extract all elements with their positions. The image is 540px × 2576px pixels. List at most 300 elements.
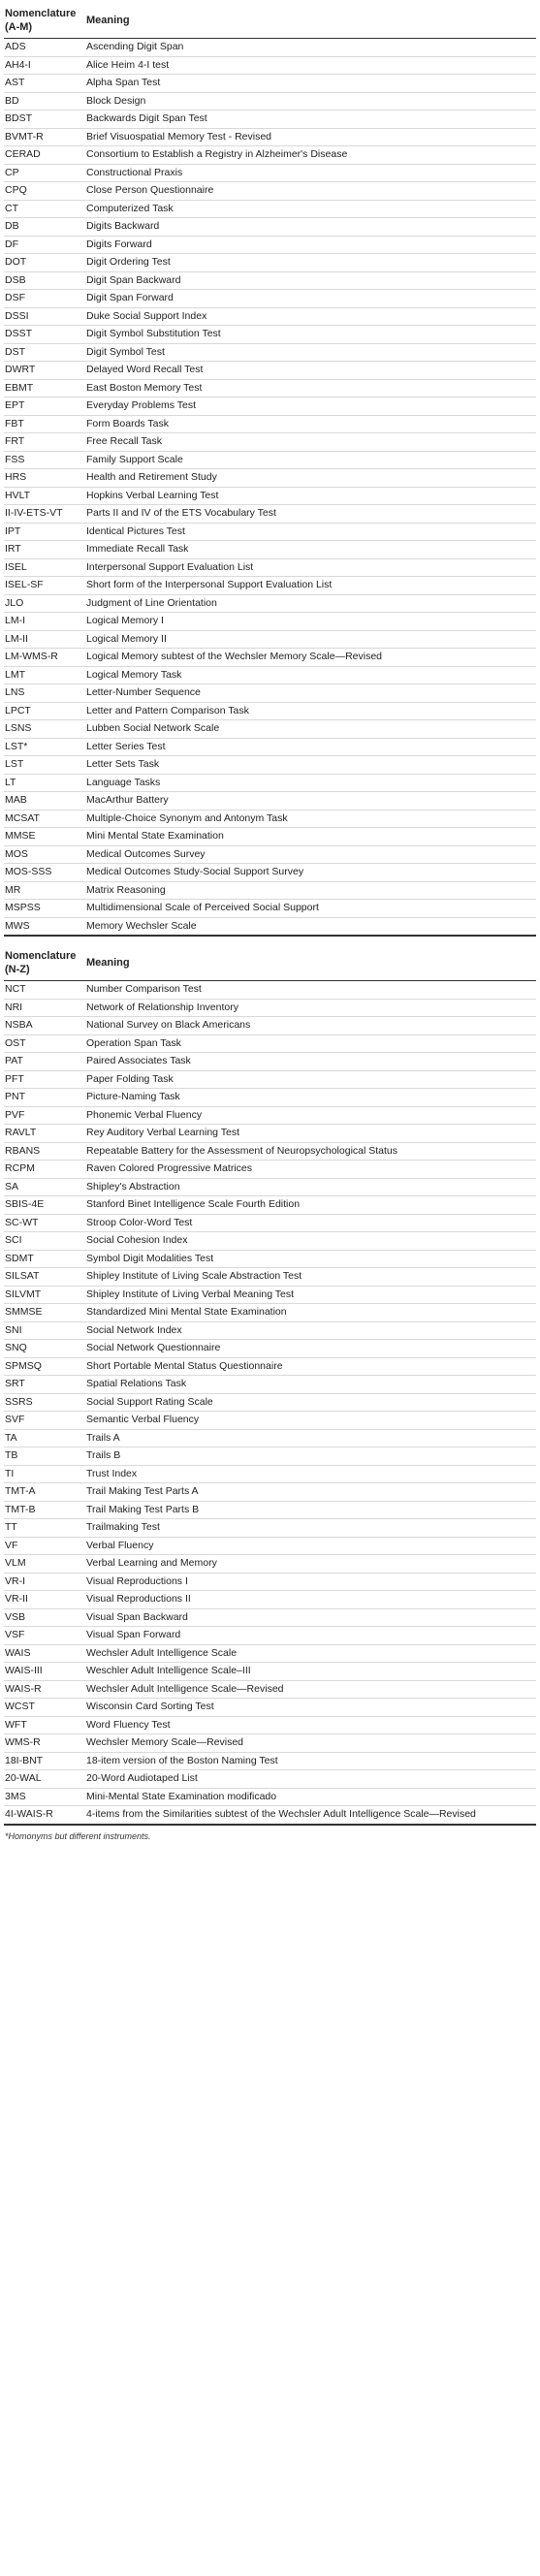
meaning-cell: Wechsler Memory Scale—Revised <box>85 1734 536 1753</box>
table-row <box>4 1591 536 1609</box>
abbreviation-cell: CP <box>4 164 85 182</box>
table-row <box>4 1214 536 1232</box>
table-row <box>4 1161 536 1179</box>
meaning-cell: Social Cohesion Index <box>85 1232 536 1251</box>
meaning-cell: Delayed Word Recall Test <box>85 362 536 380</box>
meaning-cell: Digit Span Forward <box>85 290 536 308</box>
meaning-cell: Trailmaking Test <box>85 1519 536 1538</box>
abbreviation-cell: WAIS-R <box>4 1680 85 1699</box>
table-row <box>4 469 536 488</box>
meaning-cell: Trail Making Test Parts B <box>85 1501 536 1519</box>
table-row <box>4 307 536 326</box>
table-row <box>4 236 536 254</box>
meaning-cell: Letter Sets Task <box>85 756 536 775</box>
meaning-cell: Letter and Pattern Comparison Task <box>85 702 536 720</box>
nomenclature-table <box>4 8 536 1826</box>
table-row <box>4 666 536 684</box>
abbreviation-cell: BD <box>4 92 85 111</box>
meaning-cell: Computerized Task <box>85 200 536 218</box>
meaning-cell: Trust Index <box>85 1465 536 1483</box>
table-row <box>4 649 536 667</box>
meaning-cell: Digit Symbol Substitution Test <box>85 326 536 344</box>
meaning-cell: Trails A <box>85 1429 536 1447</box>
meaning-cell: Symbol Digit Modalities Test <box>85 1250 536 1268</box>
table-row <box>4 182 536 201</box>
abbreviation-cell: TI <box>4 1465 85 1483</box>
meaning-cell: Picture-Naming Task <box>85 1089 536 1107</box>
table-row <box>4 1537 536 1555</box>
table-row <box>4 146 536 165</box>
abbreviation-cell: SA <box>4 1178 85 1196</box>
abbreviation-cell: LM-I <box>4 613 85 631</box>
meaning-cell: Verbal Fluency <box>85 1537 536 1555</box>
table-row <box>4 75 536 93</box>
meaning-cell: Matrix Reasoning <box>85 881 536 900</box>
meaning-cell: Rey Auditory Verbal Learning Test <box>85 1125 536 1143</box>
abbreviation-cell: IPT <box>4 523 85 541</box>
meaning-cell: 4-items from the Similarities subtest of the Wechsler Adult Intelligence Scale—Revised <box>85 1806 536 1825</box>
abbreviation-cell: PFT <box>4 1070 85 1089</box>
table-row <box>4 864 536 882</box>
meaning-cell: Number Comparison Test <box>85 981 536 1000</box>
abbreviation-cell: MAB <box>4 792 85 811</box>
table-row <box>4 1608 536 1627</box>
abbreviation-cell: LST* <box>4 738 85 756</box>
table-row <box>4 1321 536 1340</box>
section-a-m-body <box>4 39 536 937</box>
meaning-cell: Stanford Binet Intelligence Scale Fourth Edition <box>85 1196 536 1215</box>
abbreviation-cell: MSPSS <box>4 900 85 918</box>
table-row <box>4 1752 536 1770</box>
meaning-cell: Block Design <box>85 92 536 111</box>
table-row <box>4 684 536 703</box>
table-row <box>4 1806 536 1825</box>
abbreviation-cell: 18I-BNT <box>4 1752 85 1770</box>
abbreviation-cell: ISEL <box>4 558 85 577</box>
abbreviation-cell: TMT-B <box>4 1501 85 1519</box>
meaning-cell: Shipley's Abstraction <box>85 1178 536 1196</box>
meaning-cell: Weschler Adult Intelligence Scale–III <box>85 1663 536 1681</box>
abbreviation-cell: SVF <box>4 1412 85 1430</box>
table-row <box>4 200 536 218</box>
table-row <box>4 881 536 900</box>
table-row <box>4 1304 536 1322</box>
abbreviation-cell: SNI <box>4 1321 85 1340</box>
table-row <box>4 1519 536 1538</box>
table-row <box>4 451 536 469</box>
meaning-cell: Standardized Mini Mental State Examination <box>85 1304 536 1322</box>
meaning-cell: Free Recall Task <box>85 433 536 452</box>
abbreviation-cell: MR <box>4 881 85 900</box>
abbreviation-cell: AST <box>4 75 85 93</box>
table-row <box>4 981 536 1000</box>
abbreviation-cell: WAIS-III <box>4 1663 85 1681</box>
meaning-cell: Language Tasks <box>85 774 536 792</box>
table-row <box>4 999 536 1017</box>
meaning-cell: Wisconsin Card Sorting Test <box>85 1699 536 1717</box>
meaning-cell: Word Fluency Test <box>85 1716 536 1734</box>
abbreviation-cell: LST <box>4 756 85 775</box>
table-row <box>4 1573 536 1591</box>
abbreviation-cell: VR-I <box>4 1573 85 1591</box>
abbreviation-cell: PVF <box>4 1106 85 1125</box>
table-row <box>4 379 536 398</box>
table-row <box>4 290 536 308</box>
meaning-cell: Logical Memory Task <box>85 666 536 684</box>
table-row <box>4 1716 536 1734</box>
table-row <box>4 1483 536 1502</box>
table-row <box>4 702 536 720</box>
abbreviation-cell: BDST <box>4 111 85 129</box>
table-row <box>4 1447 536 1466</box>
table-row <box>4 1142 536 1161</box>
meaning-cell: Alice Heim 4-I test <box>85 56 536 75</box>
header-row-n-z <box>4 936 536 981</box>
table-row <box>4 128 536 146</box>
table-row <box>4 164 536 182</box>
table-row <box>4 845 536 864</box>
meaning-cell: Digits Backward <box>85 218 536 237</box>
meaning-cell: Letter-Number Sequence <box>85 684 536 703</box>
table-row <box>4 56 536 75</box>
abbreviation-cell: EBMT <box>4 379 85 398</box>
abbreviation-cell: VF <box>4 1537 85 1555</box>
table-row <box>4 39 536 57</box>
table-row <box>4 630 536 649</box>
table-row <box>4 1268 536 1287</box>
abbreviation-cell: RAVLT <box>4 1125 85 1143</box>
abbreviation-cell: SPMSQ <box>4 1357 85 1376</box>
abbreviation-cell: FRT <box>4 433 85 452</box>
table-row <box>4 1340 536 1358</box>
meaning-cell: Shipley Institute of Living Verbal Meaning Test <box>85 1286 536 1304</box>
table-row <box>4 271 536 290</box>
table-row <box>4 1734 536 1753</box>
section-n-z-body <box>4 981 536 1825</box>
meaning-cell: Repeatable Battery for the Assessment of Neuropsychological Status <box>85 1142 536 1161</box>
abbreviation-cell: RBANS <box>4 1142 85 1161</box>
meaning-cell: Logical Memory I <box>85 613 536 631</box>
table-row <box>4 505 536 524</box>
abbreviation-cell: LNS <box>4 684 85 703</box>
abbreviation-cell: VSB <box>4 1608 85 1627</box>
table-row <box>4 1663 536 1681</box>
meaning-cell: Multiple-Choice Synonym and Antonym Task <box>85 810 536 828</box>
meaning-cell: Visual Reproductions I <box>85 1573 536 1591</box>
meaning-cell: Trails B <box>85 1447 536 1466</box>
meaning-cell: Family Support Scale <box>85 451 536 469</box>
meaning-cell: Operation Span Task <box>85 1034 536 1053</box>
meaning-cell: Constructional Praxis <box>85 164 536 182</box>
table-row <box>4 594 536 613</box>
table-row <box>4 415 536 433</box>
abbreviation-cell: DSST <box>4 326 85 344</box>
meaning-cell: Letter Series Test <box>85 738 536 756</box>
table-row <box>4 487 536 505</box>
meaning-cell: Social Network Index <box>85 1321 536 1340</box>
meaning-cell: Social Support Rating Scale <box>85 1393 536 1412</box>
table-row <box>4 738 536 756</box>
meaning-cell: Duke Social Support Index <box>85 307 536 326</box>
abbreviation-cell: TA <box>4 1429 85 1447</box>
abbreviation-cell: HVLT <box>4 487 85 505</box>
abbreviation-cell: WFT <box>4 1716 85 1734</box>
abbreviation-cell: ADS <box>4 39 85 57</box>
meaning-cell: Parts II and IV of the ETS Vocabulary Test <box>85 505 536 524</box>
table-row <box>4 1644 536 1663</box>
abbreviation-cell: WMS-R <box>4 1734 85 1753</box>
table-row <box>4 1501 536 1519</box>
abbreviation-cell: DST <box>4 343 85 362</box>
meaning-cell: Semantic Verbal Fluency <box>85 1412 536 1430</box>
table-row <box>4 917 536 936</box>
abbreviation-cell: WCST <box>4 1699 85 1717</box>
meaning-cell: Stroop Color-Word Test <box>85 1214 536 1232</box>
abbreviation-cell: 4I-WAIS-R <box>4 1806 85 1825</box>
abbreviation-cell: NSBA <box>4 1017 85 1035</box>
abbreviation-cell: MOS <box>4 845 85 864</box>
abbreviation-cell: CT <box>4 200 85 218</box>
table-row <box>4 1250 536 1268</box>
meaning-cell: Lubben Social Network Scale <box>85 720 536 739</box>
table-row <box>4 1034 536 1053</box>
table-row <box>4 1053 536 1071</box>
meaning-cell: Backwards Digit Span Test <box>85 111 536 129</box>
abbreviation-cell: 3MS <box>4 1788 85 1806</box>
meaning-cell: Digits Forward <box>85 236 536 254</box>
meaning-cell: Paper Folding Task <box>85 1070 536 1089</box>
abbreviation-cell: TT <box>4 1519 85 1538</box>
abbreviation-cell: WAIS <box>4 1644 85 1663</box>
meaning-cell: Paired Associates Task <box>85 1053 536 1071</box>
abbreviation-cell: SRT <box>4 1376 85 1394</box>
meaning-cell: Hopkins Verbal Learning Test <box>85 487 536 505</box>
header-abbreviation-n-z: Nomenclature (N-Z) <box>4 936 85 981</box>
header-abbreviation-a-m: Nomenclature (A-M) <box>4 8 85 39</box>
abbreviation-cell: MOS-SSS <box>4 864 85 882</box>
meaning-cell: Mini-Mental State Examination modificado <box>85 1788 536 1806</box>
meaning-cell: Verbal Learning and Memory <box>85 1555 536 1574</box>
abbreviation-cell: DSF <box>4 290 85 308</box>
abbreviation-cell: NCT <box>4 981 85 1000</box>
abbreviation-cell: OST <box>4 1034 85 1053</box>
abbreviation-cell: DF <box>4 236 85 254</box>
table-row <box>4 613 536 631</box>
table-row <box>4 1412 536 1430</box>
table-row <box>4 1232 536 1251</box>
abbreviation-cell: NRI <box>4 999 85 1017</box>
abbreviation-cell: SBIS-4E <box>4 1196 85 1215</box>
abbreviation-cell: DWRT <box>4 362 85 380</box>
header-row-a-m <box>4 8 536 39</box>
meaning-cell: National Survey on Black Americans <box>85 1017 536 1035</box>
table-row <box>4 1680 536 1699</box>
table-row <box>4 523 536 541</box>
table-row <box>4 398 536 416</box>
abbreviation-cell: SILVMT <box>4 1286 85 1304</box>
meaning-cell: Trail Making Test Parts A <box>85 1483 536 1502</box>
meaning-cell: Short form of the Interpersonal Support Evaluation List <box>85 577 536 595</box>
meaning-cell: Spatial Relations Task <box>85 1376 536 1394</box>
abbreviation-cell: MWS <box>4 917 85 936</box>
table-row <box>4 218 536 237</box>
table-row <box>4 1089 536 1107</box>
abbreviation-cell: SCI <box>4 1232 85 1251</box>
meaning-cell: East Boston Memory Test <box>85 379 536 398</box>
abbreviation-cell: MCSAT <box>4 810 85 828</box>
abbreviation-cell: II-IV-ETS-VT <box>4 505 85 524</box>
table-row <box>4 558 536 577</box>
table-row <box>4 792 536 811</box>
abbreviation-cell: BVMT-R <box>4 128 85 146</box>
table-row <box>4 1429 536 1447</box>
abbreviation-cell: SSRS <box>4 1393 85 1412</box>
abbreviation-cell: AH4-I <box>4 56 85 75</box>
abbreviation-cell: PNT <box>4 1089 85 1107</box>
meaning-cell: Digit Symbol Test <box>85 343 536 362</box>
abbreviation-cell: LPCT <box>4 702 85 720</box>
meaning-cell: MacArthur Battery <box>85 792 536 811</box>
meaning-cell: Wechsler Adult Intelligence Scale—Revised <box>85 1680 536 1699</box>
table-row <box>4 1125 536 1143</box>
abbreviation-cell: LM-WMS-R <box>4 649 85 667</box>
meaning-cell: Judgment of Line Orientation <box>85 594 536 613</box>
abbreviation-cell: HRS <box>4 469 85 488</box>
table-row <box>4 1376 536 1394</box>
meaning-cell: Immediate Recall Task <box>85 541 536 559</box>
meaning-cell: Brief Visuospatial Memory Test - Revised <box>85 128 536 146</box>
table-row <box>4 1393 536 1412</box>
abbreviation-cell: TB <box>4 1447 85 1466</box>
abbreviation-cell: RCPM <box>4 1161 85 1179</box>
meaning-cell: Form Boards Task <box>85 415 536 433</box>
abbreviation-cell: DSSI <box>4 307 85 326</box>
abbreviation-cell: SDMT <box>4 1250 85 1268</box>
abbreviation-cell: DSB <box>4 271 85 290</box>
abbreviation-cell: LSNS <box>4 720 85 739</box>
table-row <box>4 1286 536 1304</box>
table-row <box>4 1770 536 1789</box>
table-row <box>4 1196 536 1215</box>
table-row <box>4 1555 536 1574</box>
abbreviation-cell: SILSAT <box>4 1268 85 1287</box>
table-row <box>4 433 536 452</box>
meaning-cell: Network of Relationship Inventory <box>85 999 536 1017</box>
meaning-cell: Raven Colored Progressive Matrices <box>85 1161 536 1179</box>
meaning-cell: Visual Span Forward <box>85 1627 536 1645</box>
meaning-cell: Shipley Institute of Living Scale Abstraction Test <box>85 1268 536 1287</box>
table-row <box>4 1357 536 1376</box>
abbreviation-cell: IRT <box>4 541 85 559</box>
abbreviation-cell: SMMSE <box>4 1304 85 1322</box>
meaning-cell: Digit Ordering Test <box>85 254 536 272</box>
table-row <box>4 810 536 828</box>
meaning-cell: 18-item version of the Boston Naming Test <box>85 1752 536 1770</box>
meaning-cell: Memory Wechsler Scale <box>85 917 536 936</box>
table-row <box>4 111 536 129</box>
meaning-cell: Digit Span Backward <box>85 271 536 290</box>
meaning-cell: 20-Word Audiotaped List <box>85 1770 536 1789</box>
meaning-cell: Interpersonal Support Evaluation List <box>85 558 536 577</box>
table-footnote: *Homonyms but different instruments. <box>5 1830 151 1841</box>
abbreviation-cell: MMSE <box>4 828 85 846</box>
meaning-cell: Logical Memory II <box>85 630 536 649</box>
table-row <box>4 541 536 559</box>
meaning-cell: Ascending Digit Span <box>85 39 536 57</box>
abbreviation-cell: DB <box>4 218 85 237</box>
abbreviation-cell: CPQ <box>4 182 85 201</box>
table-row <box>4 254 536 272</box>
table-row <box>4 1106 536 1125</box>
meaning-cell: Mini Mental State Examination <box>85 828 536 846</box>
meaning-cell: Medical Outcomes Survey <box>85 845 536 864</box>
abbreviation-cell: SNQ <box>4 1340 85 1358</box>
abbreviation-cell: TMT-A <box>4 1483 85 1502</box>
meaning-cell: Short Portable Mental Status Questionnaire <box>85 1357 536 1376</box>
meaning-cell: Medical Outcomes Study-Social Support Survey <box>85 864 536 882</box>
table-row <box>4 900 536 918</box>
table-row <box>4 1627 536 1645</box>
table-row <box>4 774 536 792</box>
abbreviation-cell: 20-WAL <box>4 1770 85 1789</box>
abbreviation-cell: SC-WT <box>4 1214 85 1232</box>
abbreviation-cell: ISEL-SF <box>4 577 85 595</box>
meaning-cell: Wechsler Adult Intelligence Scale <box>85 1644 536 1663</box>
meaning-cell: Social Network Questionnaire <box>85 1340 536 1358</box>
abbreviation-cell: DOT <box>4 254 85 272</box>
meaning-cell: Visual Span Backward <box>85 1608 536 1627</box>
meaning-cell: Logical Memory subtest of the Wechsler Memory Scale—Revised <box>85 649 536 667</box>
table-row <box>4 1788 536 1806</box>
meaning-cell: Health and Retirement Study <box>85 469 536 488</box>
abbreviation-cell: PAT <box>4 1053 85 1071</box>
abbreviation-cell: CERAD <box>4 146 85 165</box>
meaning-cell: Multidimensional Scale of Perceived Social Support <box>85 900 536 918</box>
abbreviation-cell: FBT <box>4 415 85 433</box>
table-row <box>4 326 536 344</box>
header-meaning-n-z: Meaning <box>85 936 536 981</box>
table-row <box>4 828 536 846</box>
table-row <box>4 577 536 595</box>
table-row <box>4 92 536 111</box>
table-row <box>4 1178 536 1196</box>
meaning-cell: Everyday Problems Test <box>85 398 536 416</box>
header-meaning-a-m: Meaning <box>85 8 536 39</box>
abbreviation-cell: VLM <box>4 1555 85 1574</box>
abbreviation-cell: LT <box>4 774 85 792</box>
abbreviation-cell: VR-II <box>4 1591 85 1609</box>
table-row <box>4 1699 536 1717</box>
abbreviation-cell: JLO <box>4 594 85 613</box>
table-row <box>4 1465 536 1483</box>
abbreviation-cell: VSF <box>4 1627 85 1645</box>
table-row <box>4 1017 536 1035</box>
meaning-cell: Visual Reproductions II <box>85 1591 536 1609</box>
meaning-cell: Identical Pictures Test <box>85 523 536 541</box>
meaning-cell: Phonemic Verbal Fluency <box>85 1106 536 1125</box>
table-row <box>4 756 536 775</box>
table-row <box>4 362 536 380</box>
meaning-cell: Alpha Span Test <box>85 75 536 93</box>
table-row <box>4 343 536 362</box>
table-row <box>4 1070 536 1089</box>
abbreviation-cell: LM-II <box>4 630 85 649</box>
meaning-cell: Consortium to Establish a Registry in Alzheimer's Disease <box>85 146 536 165</box>
abbreviation-cell: LMT <box>4 666 85 684</box>
meaning-cell: Close Person Questionnaire <box>85 182 536 201</box>
abbreviation-cell: EPT <box>4 398 85 416</box>
table-row <box>4 720 536 739</box>
